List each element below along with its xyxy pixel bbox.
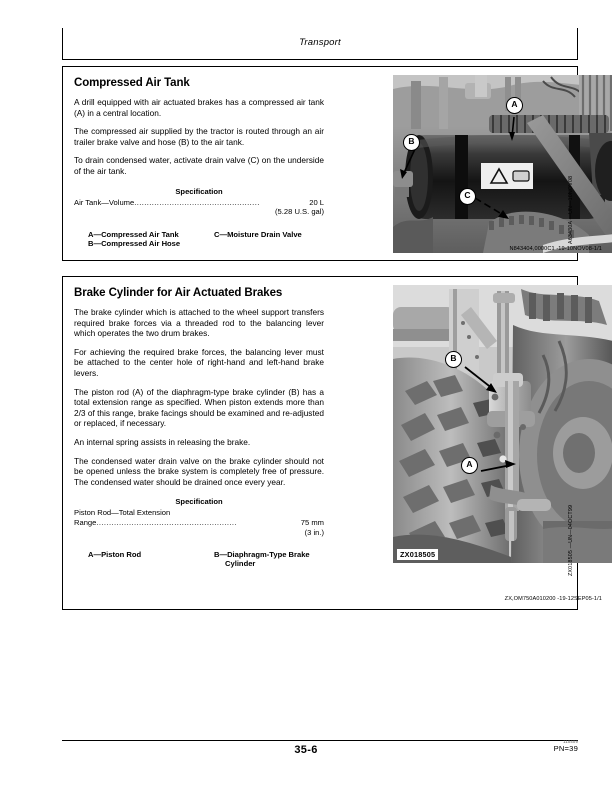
figure-1-caption: N843404,0000C1 -19-10NOV08-1/1 (509, 246, 602, 252)
section-1-legend-col-right (214, 230, 302, 239)
section-1-spec-dots: .................................................. (134, 197, 260, 207)
section-compressed-air-tank (62, 66, 578, 261)
section-2-text-column (74, 287, 324, 569)
callout-a: A (461, 457, 478, 474)
figure-compressed-air-tank (393, 75, 612, 253)
air-tank-callout-leaders (393, 75, 612, 253)
section-2-legend-col-right (214, 550, 310, 569)
callout-b: B (445, 351, 462, 368)
section-brake-cylinder (62, 276, 578, 610)
section-1-spec-value: 20 L (309, 197, 324, 207)
page-number: 35-6 (294, 744, 318, 756)
footer-divider (62, 740, 578, 741)
figure-brake-cylinder (393, 285, 612, 563)
legend-item-b-continued: Cylinder (225, 559, 256, 569)
section-2-spec-value: 75 mm (300, 517, 324, 527)
legend-item-a: A—Piston Rod (88, 550, 142, 560)
callout-a: A (506, 97, 523, 114)
section-1-legend-col-left (88, 230, 180, 249)
section-1-spec-label: Air Tank—Volume (74, 197, 135, 207)
brake-cylinder-callout-leaders (393, 285, 612, 563)
page-header (62, 28, 578, 60)
figure-2-caption: ZX,OM750A010200 -19-12SEP05-1/1 (504, 596, 602, 602)
section-2-spec-label: Range (74, 517, 97, 527)
section-2-paragraph-1: The brake cylinder which is attached to the wheel support transfers required brake forces via a threaded rod to the balancing lever which operates the two drum brakes. (74, 307, 324, 339)
footer-pn-code: PN=39 (553, 744, 578, 753)
running-title: Transport (299, 37, 341, 48)
section-1-spec-row (74, 198, 324, 208)
section-1-spec-title: Specification (175, 186, 223, 196)
section-2-paragraph-5: The condensed water drain valve on the brake cylinder should not be opened unless the brake system is completely free of pressure. The condensed water should be drained once every year. (74, 455, 324, 487)
section-2-legend-col-left (88, 550, 141, 559)
legend-item-a: A—Compressed Air Tank (88, 229, 179, 239)
section-2-paragraph-2: For achieving the required brake forces, the balancing lever must be attached to the center hole of right-hand and left-hand brake levers. (74, 346, 324, 378)
section-1-paragraph-2: The compressed air supplied by the tractor is routed through an air trailer brake valve and hose (B) to the air tank. (74, 126, 324, 147)
section-2-spec-subvalue: (3 in.) (304, 527, 324, 537)
callout-c: C (459, 188, 476, 205)
section-1-text-column (74, 77, 324, 249)
section-2-heading: Brake Cylinder for Air Actuated Brakes (74, 287, 283, 299)
section-2-spec-row (74, 518, 324, 528)
legend-item-b: B—Diaphragm-Type Brake (214, 550, 310, 560)
legend-item-b: B—Compressed Air Hose (88, 239, 181, 249)
section-1-spec-subvalue: (5.28 U.S. gal) (275, 207, 324, 217)
section-2-paragraph-4: An internal spring assists in releasing the brake. (74, 436, 251, 447)
section-1-heading: Compressed Air Tank (74, 77, 190, 89)
figure-2-image-id-label: ZX018505 —UN—04OCT99 (568, 504, 574, 576)
section-2-spec-title: Specification (175, 497, 223, 507)
legend-item-c: C—Moisture Drain Valve (214, 229, 302, 239)
section-1-paragraph-3: To drain condensed water, activate drain valve (C) on the underside of the air tank. (74, 155, 324, 176)
footer-print-info (554, 739, 578, 753)
section-2-spec-dots: ........................................................ (96, 517, 237, 527)
section-2-spec-label-line1: Piston Rod—Total Extension (74, 508, 171, 518)
section-1-paragraph-1: A drill equipped with air actuated brakes has a compressed air tank (A) in a central location. (74, 97, 324, 118)
section-2-paragraph-3: The piston rod (A) of the diaphragm-type brake cylinder (B) has a total extension range as specified. When piston extends more than 2/3 of this range, brake facings should be examined and re-adjusted or replaced, if necessary. (74, 386, 324, 429)
callout-b: B (403, 134, 420, 151)
figure-2-image-code: ZX018505 (397, 549, 438, 560)
footer-date-code: 110409 (563, 739, 578, 744)
figure-1-image-id-label: A63430A —UN—10NOV08 (568, 175, 574, 244)
